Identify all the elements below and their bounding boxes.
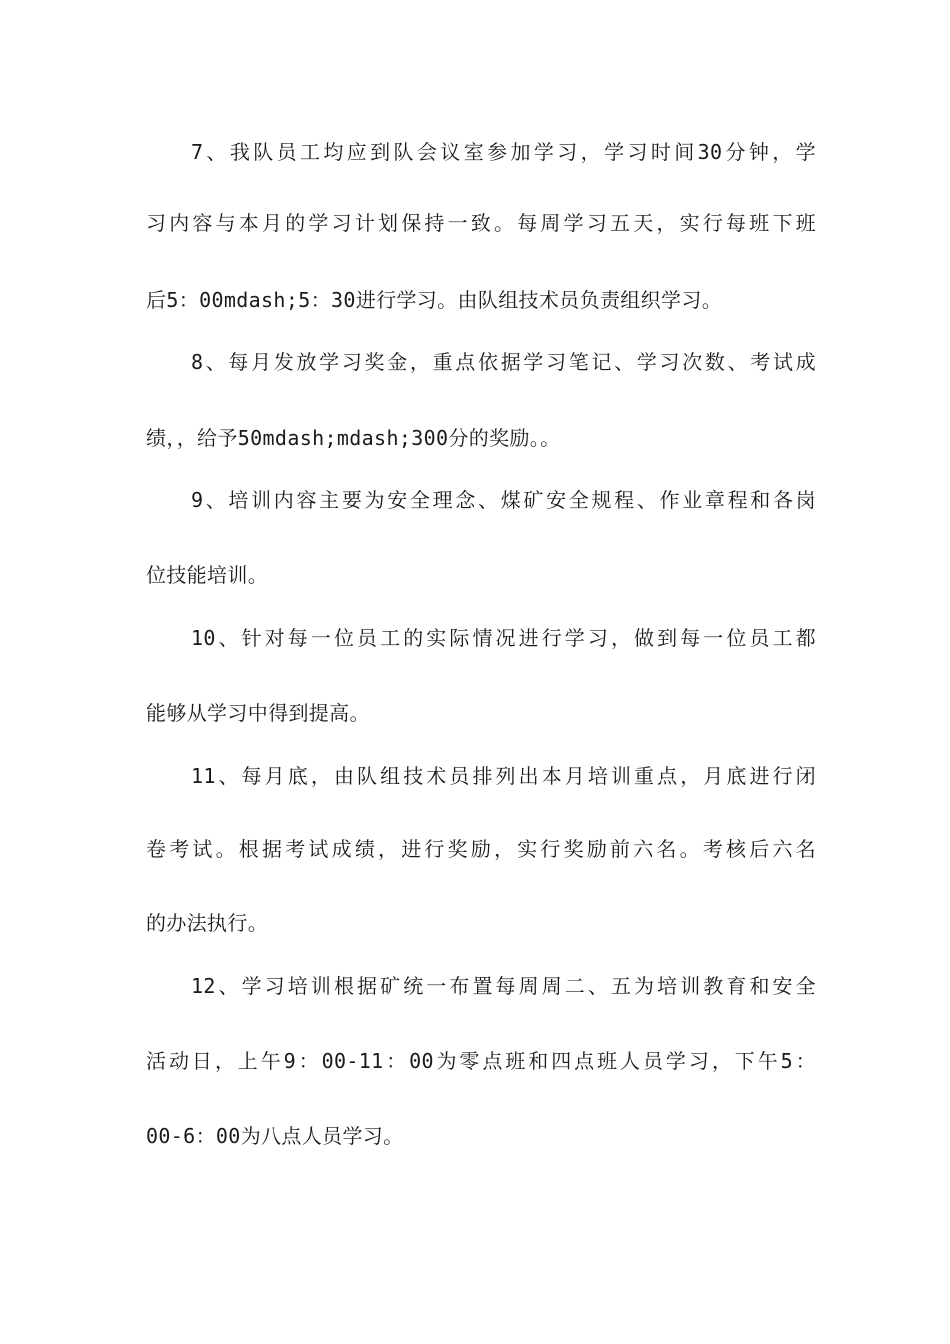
paragraph-9-line-1: 9、培训内容主要为安全理念、煤矿安全规程、作业章程和各岗 xyxy=(191,488,816,512)
paragraph-8-line-1: 8、每月发放学习奖金，重点依据学习笔记、学习次数、考试成 xyxy=(191,350,816,374)
paragraph-12-line-2: 活动日，上午9：00-11：00为零点班和四点班人员学习，下午5： xyxy=(146,1049,816,1073)
paragraph-12-line-1: 12、学习培训根据矿统一布置每周周二、五为培训教育和安全 xyxy=(191,974,816,998)
paragraph-10-line-2: 能够从学习中得到提高。 xyxy=(146,701,370,725)
paragraph-7-line-2: 习内容与本月的学习计划保持一致。每周学习五天，实行每班下班 xyxy=(146,211,816,235)
paragraph-11-line-3: 的办法执行。 xyxy=(146,911,269,935)
paragraph-12-line-3: 00-6：00为八点人员学习。 xyxy=(146,1124,404,1148)
paragraph-11-line-2: 卷考试。根据考试成绩，进行奖励，实行奖励前六名。考核后六名 xyxy=(146,837,816,861)
paragraph-7-line-1: 7、我队员工均应到队会议室参加学习，学习时间30分钟，学 xyxy=(191,140,816,164)
paragraph-10-line-1: 10、针对每一位员工的实际情况进行学习，做到每一位员工都 xyxy=(191,626,816,650)
paragraph-9-line-2: 位技能培训。 xyxy=(146,563,269,587)
paragraph-11-line-1: 11、每月底，由队组技术员排列出本月培训重点，月底进行闭 xyxy=(191,764,816,788)
paragraph-8-line-2: 绩，，给予50mdash;mdash;300分的奖励。。 xyxy=(146,426,561,450)
paragraph-7-line-3: 后5：00mdash;5：30进行学习。由队组技术员负责组织学习。 xyxy=(146,288,723,312)
